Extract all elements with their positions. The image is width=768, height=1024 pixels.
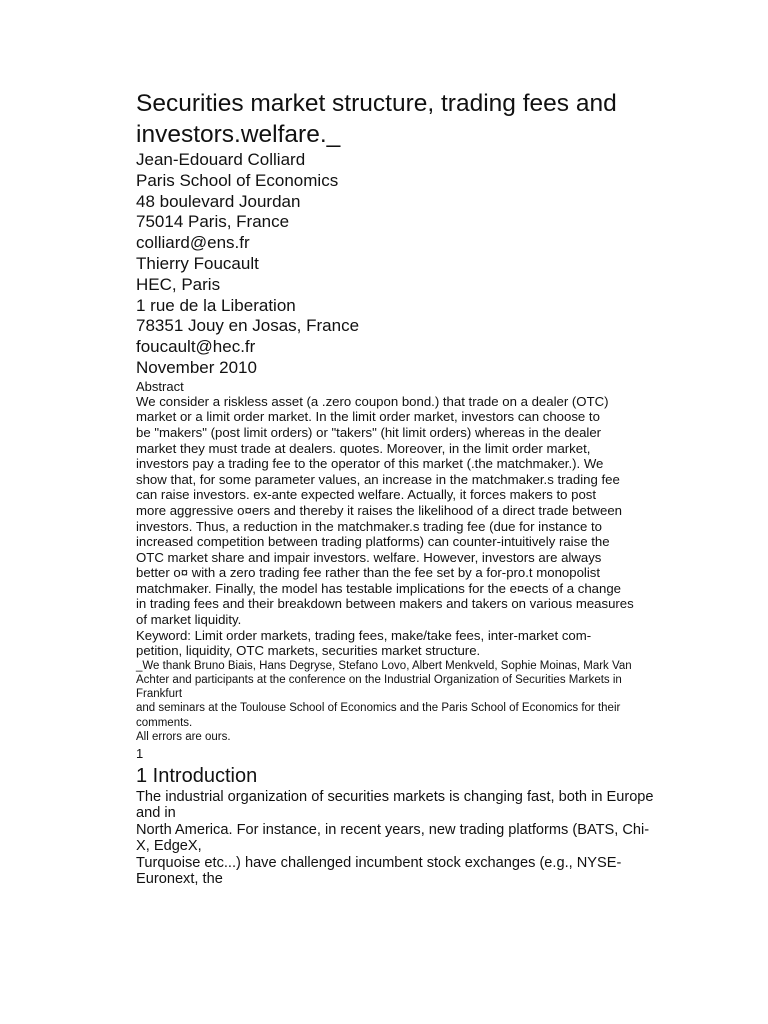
abstract-line: market or a limit order market. In the limit order market, investors can choose to	[136, 409, 600, 425]
abstract-heading: Abstract	[136, 378, 184, 394]
footnote-line: Frankfurt	[136, 688, 183, 701]
paper-title	[136, 88, 684, 150]
author-address: 48 boulevard Jourdan	[136, 191, 301, 211]
author-city: 78351 Jouy en Josas, France	[136, 316, 360, 336]
author-email: colliard@ens.fr	[136, 233, 250, 253]
abstract-line: in trading fees and their breakdown between makers and takers on various measures	[136, 596, 634, 612]
abstract-line: more aggressive o¤ers and thereby it raises the likelihood of a direct trade between	[136, 502, 623, 518]
abstract-line: matchmaker. Finally, the model has testable implications for the e¤ects of a change	[136, 580, 622, 596]
intro-line: X, EdgeX,	[136, 838, 202, 855]
footnote-line: comments.	[136, 716, 193, 729]
intro-line: North America. For instance, in recent years, new trading platforms (BATS, Chi-	[136, 821, 650, 838]
abstract-line: be "makers" (post limit orders) or "takers" (hit limit orders) whereas in the dealer	[136, 424, 602, 440]
intro-line: The industrial organization of securities markets is changing fast, both in Europe	[136, 789, 654, 806]
footnote-line: and seminars at the Toulouse School of Economics and the Paris School of Economics for their	[136, 702, 621, 715]
section-heading: 1 Introduction	[136, 765, 258, 788]
footnote-line: _We thank Bruno Biais, Hans Degryse, Stefano Lovo, Albert Menkveld, Sophie Moinas, Mark Van	[136, 659, 632, 672]
author-block	[136, 150, 684, 379]
abstract-line: investors pay a trading fee to the operator of this market (.the matchmaker.). We	[136, 456, 604, 472]
abstract-line: investors. Thus, a reduction in the matchmaker.s trading fee (due for instance to	[136, 518, 602, 534]
intro-line: Euronext, the	[136, 871, 223, 888]
paper-date: November 2010	[136, 357, 257, 377]
abstract-line: show that, for some parameter values, an increase in the matchmaker.s trading fee	[136, 471, 620, 487]
keywords-line: petition, liquidity, OTC markets, securities market structure.	[136, 643, 481, 659]
intro-line: Turquoise etc...) have challenged incumbent stock exchanges (e.g., NYSE-	[136, 854, 622, 871]
footnote-line: All errors are ours.	[136, 730, 231, 743]
title-line: Securities market structure, trading fees and	[136, 90, 617, 117]
abstract-line: can raise investors. ex-ante expected welfare. Actually, it forces makers to post	[136, 487, 597, 503]
abstract-line: better o¤ with a zero trading fee rather than the fee set by a for-pro.t monopolist	[136, 565, 601, 581]
author-affiliation: HEC, Paris	[136, 274, 221, 294]
author-affiliation: Paris School of Economics	[136, 170, 339, 190]
page-number: 1	[136, 746, 144, 762]
title-line: investors.welfare._	[136, 121, 341, 148]
author-address: 1 rue de la Liberation	[136, 295, 296, 315]
author-name: Thierry Foucault	[136, 253, 259, 273]
footnote-line: Achter and participants at the conference on the Industrial Organization of Securities Markets in	[136, 674, 622, 687]
abstract-line: of market liquidity.	[136, 612, 242, 628]
introduction-body	[136, 789, 684, 887]
author-name: Jean-Edouard Colliard	[136, 150, 306, 169]
keywords-line: Keyword: Limit order markets, trading fees, make/take fees, inter-market com-	[136, 627, 592, 643]
abstract-line: increased competition between trading platforms) can counter-intuitively raise the	[136, 534, 610, 550]
author-email: foucault@hec.fr	[136, 337, 256, 357]
paper-page	[136, 88, 684, 888]
author-city: 75014 Paris, France	[136, 212, 290, 232]
footnote	[136, 659, 684, 744]
intro-line: and in	[136, 805, 176, 822]
abstract-body	[136, 394, 684, 659]
abstract-line: We consider a riskless asset (a .zero coupon bond.) that trade on a dealer (OTC)	[136, 393, 609, 409]
abstract-line: market they must trade at dealers. quotes. Moreover, in the limit order market,	[136, 440, 591, 456]
abstract-line: OTC market share and impair investors. welfare. However, investors are always	[136, 549, 602, 565]
